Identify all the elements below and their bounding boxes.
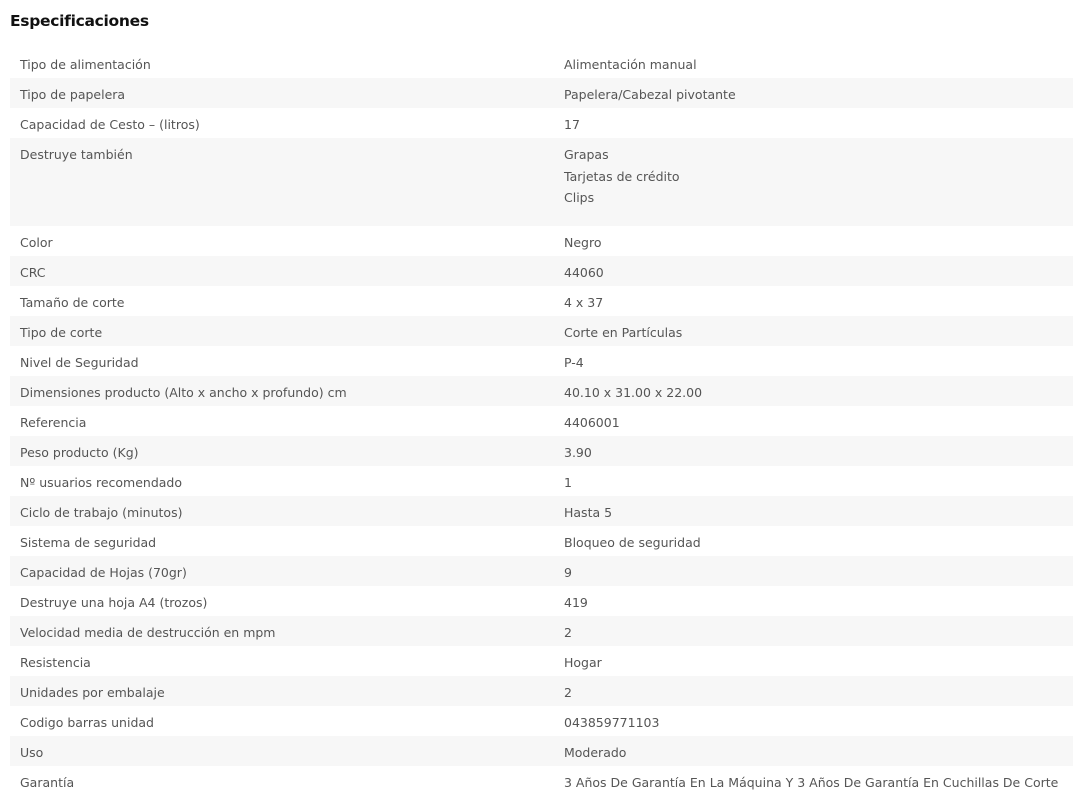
spec-value-line: 9	[564, 565, 572, 580]
spec-value	[554, 646, 1073, 676]
spec-value	[554, 316, 1073, 346]
spec-row-usuarios	[10, 466, 1073, 496]
spec-value-line: 3 Años De Garantía En La Máquina Y 3 Años De Garantía En Cuchillas De Corte	[564, 775, 1059, 790]
spec-value-line: Grapas	[564, 147, 609, 162]
specifications-table-body	[10, 48, 1073, 796]
spec-row-ciclo-trabajo	[10, 496, 1073, 526]
spec-row-tipo-papelera	[10, 78, 1073, 108]
spec-value-line: 40.10 x 31.00 x 22.00	[564, 385, 703, 400]
spec-value	[554, 556, 1073, 586]
spec-value-line: 17	[564, 117, 580, 132]
spec-row-capacidad-cesto	[10, 108, 1073, 138]
spec-value	[554, 766, 1073, 796]
spec-value-line: Hasta 5	[564, 505, 613, 520]
spec-label: Referencia	[20, 415, 87, 430]
spec-value-line: Hogar	[564, 655, 602, 670]
spec-label: Ciclo de trabajo (minutos)	[10, 496, 554, 526]
spec-value	[554, 736, 1073, 766]
spec-value	[554, 226, 1073, 256]
spec-value	[554, 78, 1073, 108]
spec-value	[554, 706, 1073, 736]
spec-value	[554, 138, 1073, 226]
spec-value-line: Corte en Partículas	[564, 325, 683, 340]
spec-row-velocidad	[10, 616, 1073, 646]
spec-value	[554, 586, 1073, 616]
spec-value	[554, 496, 1073, 526]
spec-value	[554, 616, 1073, 646]
spec-value	[554, 108, 1073, 138]
spec-row-tamano-corte	[10, 286, 1073, 316]
spec-row-referencia	[10, 406, 1073, 436]
spec-label: Capacidad de Hojas (70gr)	[10, 556, 554, 586]
spec-row-tipo-corte	[10, 316, 1073, 346]
spec-value-line: 419	[564, 595, 588, 610]
spec-row-tipo-alimentacion	[10, 48, 1073, 78]
spec-row-unidades-embalaje	[10, 676, 1073, 706]
spec-value	[554, 436, 1073, 466]
spec-value-line: 4406001	[564, 415, 620, 430]
spec-value-line: Negro	[564, 235, 602, 250]
spec-label: Unidades por embalaje	[10, 676, 554, 706]
spec-label: Sistema de seguridad	[20, 535, 157, 550]
spec-row-capacidad-hojas	[10, 556, 1073, 586]
spec-value-line: P-4	[564, 355, 584, 370]
spec-row-nivel-seguridad	[10, 346, 1073, 376]
spec-label: Color	[20, 235, 53, 250]
spec-value-line: 2	[564, 685, 572, 700]
spec-label: Tamaño de corte	[20, 295, 125, 310]
spec-value-line: 44060	[564, 265, 604, 280]
spec-label: Tipo de papelera	[10, 78, 554, 108]
spec-row-dimensiones	[10, 376, 1073, 406]
spec-row-garantia	[10, 766, 1073, 796]
spec-row-color	[10, 226, 1073, 256]
spec-label: Tipo de corte	[10, 316, 554, 346]
spec-label: Dimensiones producto (Alto x ancho x profundo) cm	[10, 376, 554, 406]
spec-label: Uso	[10, 736, 554, 766]
spec-row-uso	[10, 736, 1073, 766]
spec-label: Nº usuarios recomendado	[20, 475, 183, 490]
spec-row-crc	[10, 256, 1073, 286]
spec-value-line: 2	[564, 625, 572, 640]
spec-value-line: 043859771103	[564, 715, 660, 730]
spec-value	[554, 676, 1073, 706]
spec-label: Velocidad media de destrucción en mpm	[10, 616, 554, 646]
spec-label: Nivel de Seguridad	[20, 355, 139, 370]
spec-value-line: 3.90	[564, 445, 592, 460]
spec-row-sistema-seguridad	[10, 526, 1073, 556]
spec-value	[554, 526, 1073, 556]
spec-value	[554, 466, 1073, 496]
spec-value-line: Clips	[564, 190, 595, 205]
spec-row-peso	[10, 436, 1073, 466]
spec-label: Tipo de alimentación	[20, 57, 151, 72]
spec-label: CRC	[10, 256, 554, 286]
spec-row-codigo-barras	[10, 706, 1073, 736]
spec-value	[554, 256, 1073, 286]
spec-label: Resistencia	[20, 655, 91, 670]
specifications-table	[10, 48, 1073, 796]
spec-row-destruye-tambien	[10, 138, 1073, 226]
spec-label: Capacidad de Cesto – (litros)	[20, 117, 200, 132]
spec-label: Destruye una hoja A4 (trozos)	[20, 595, 208, 610]
spec-label: Codigo barras unidad	[20, 715, 154, 730]
section-title: Especificaciones	[10, 12, 149, 30]
spec-value-line: Papelera/Cabezal pivotante	[564, 87, 736, 102]
spec-value-line: Alimentación manual	[564, 57, 697, 72]
spec-label: Peso producto (Kg)	[10, 436, 554, 466]
spec-value-line: Tarjetas de crédito	[564, 168, 680, 184]
spec-value-line: 1	[564, 475, 572, 490]
spec-label: Garantía	[20, 775, 75, 790]
spec-value	[554, 376, 1073, 406]
spec-value	[554, 346, 1073, 376]
spec-value-line: Bloqueo de seguridad	[564, 535, 701, 550]
spec-row-destruye-hoja	[10, 586, 1073, 616]
spec-row-resistencia	[10, 646, 1073, 676]
spec-value-line: 4 x 37	[564, 295, 604, 310]
spec-label: Destruye también	[10, 138, 554, 226]
spec-value	[554, 48, 1073, 78]
spec-value	[554, 286, 1073, 316]
spec-value-line: Moderado	[564, 745, 627, 760]
spec-value	[554, 406, 1073, 436]
